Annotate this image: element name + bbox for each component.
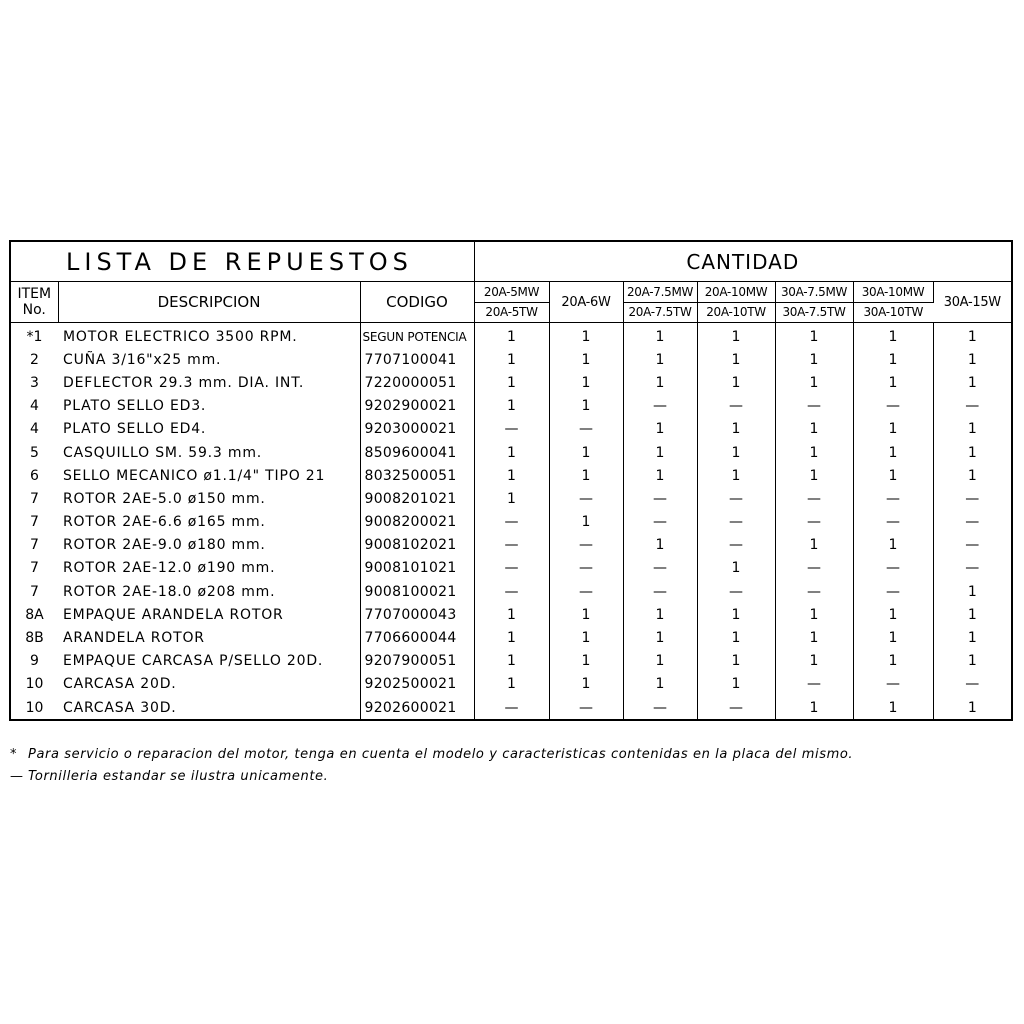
quantity-cell: 1 [697, 603, 775, 626]
quantity-cell: 1 [853, 441, 933, 464]
description-cell: EMPAQUE CARCASA P/SELLO 20D. [58, 650, 360, 673]
quantity-cell: 1 [474, 395, 549, 418]
item-header-line1: ITEM [17, 286, 52, 302]
quantity-cell: 1 [474, 626, 549, 649]
quantity-cell: — [853, 673, 933, 696]
code-header: CODIGO [360, 282, 474, 323]
model-header: 20A-6W [549, 282, 623, 323]
item-number-cell: *1 [26, 328, 43, 345]
quantity-cell: 1 [967, 374, 977, 391]
quantity-cell: 1 [623, 464, 697, 487]
quantity-cell: 1 [623, 418, 697, 441]
quantity-cell: 1 [853, 371, 933, 394]
quantity-cell: — [474, 557, 549, 580]
quantity-cell: 1 [775, 696, 853, 720]
item-number-cell: 7 [30, 537, 39, 554]
quantity-cell: — [775, 487, 853, 510]
quantity-cell: 1 [853, 626, 933, 649]
quantity-cell: 1 [853, 534, 933, 557]
quantity-cell: 1 [775, 534, 853, 557]
code-cell: 7220000051 [360, 371, 474, 394]
quantity-cell: — [853, 580, 933, 603]
table-row [10, 418, 1012, 441]
table-row [10, 673, 1012, 696]
quantity-cell: 1 [623, 371, 697, 394]
quantity-cell: 1 [853, 323, 933, 349]
quantity-cell: 1 [474, 464, 549, 487]
item-number-cell: 4 [30, 398, 39, 415]
quantity-cell: 1 [474, 650, 549, 673]
code-cell: 9008200021 [360, 511, 474, 534]
description-cell: CUÑA 3/16"x25 mm. [58, 348, 360, 371]
quantity-cell: 1 [967, 467, 977, 484]
model-header: 20A-10MW [697, 282, 775, 303]
quantity-cell: 1 [967, 653, 977, 670]
quantity-cell: 1 [967, 630, 977, 647]
description-cell: EMPAQUE ARANDELA ROTOR [58, 603, 360, 626]
footnote-text: Para servicio o reparacion del motor, tenga en cuenta el modelo y caracteristicas contenidas en la placa del mismo. [28, 747, 854, 762]
quantity-cell: — [965, 537, 980, 554]
quantity-cell: — [697, 696, 775, 720]
code-cell: 7706600044 [360, 626, 474, 649]
quantity-cell: — [549, 557, 623, 580]
quantity-cell: — [474, 534, 549, 557]
item-number-cell: 10 [25, 699, 44, 716]
footnote-screws [10, 766, 1020, 788]
quantity-cell: — [697, 580, 775, 603]
model-subheader: 30A-7.5TW [775, 302, 853, 323]
quantity-cell: 1 [775, 626, 853, 649]
table-row [10, 371, 1012, 394]
quantity-cell: 1 [623, 673, 697, 696]
description-cell: CASQUILLO SM. 59.3 mm. [58, 441, 360, 464]
code-cell: 9202500021 [360, 673, 474, 696]
quantity-cell: — [775, 580, 853, 603]
quantity-cell: 1 [697, 371, 775, 394]
quantity-cell: 1 [775, 371, 853, 394]
code-cell: 9008100021 [360, 580, 474, 603]
table-row [10, 580, 1012, 603]
item-number-cell: 10 [25, 676, 44, 693]
code-cell: 7707000043 [360, 603, 474, 626]
quantity-cell: — [549, 487, 623, 510]
quantity-cell: — [853, 487, 933, 510]
quantity-cell: — [623, 395, 697, 418]
quantity-cell: 1 [697, 441, 775, 464]
description-cell: SELLO MECANICO ø1.1/4" TIPO 21 [58, 464, 360, 487]
quantity-cell: — [549, 534, 623, 557]
item-number-cell: 3 [30, 374, 39, 391]
quantity-cell: 1 [474, 603, 549, 626]
parts-list-table [9, 240, 1013, 721]
code-cell: 7707100041 [360, 348, 474, 371]
quantity-cell: 1 [623, 603, 697, 626]
quantity-cell: 1 [775, 603, 853, 626]
quantity-cell: 1 [775, 464, 853, 487]
quantity-cell: 1 [623, 534, 697, 557]
code-cell: 9008101021 [360, 557, 474, 580]
quantity-cell: 1 [623, 323, 697, 349]
quantity-cell: 1 [775, 348, 853, 371]
quantity-cell: 1 [474, 441, 549, 464]
table-row [10, 441, 1012, 464]
table-row [10, 557, 1012, 580]
description-cell: MOTOR ELECTRICO 3500 RPM. [58, 323, 360, 349]
table-title: LISTA DE REPUESTOS [10, 241, 474, 282]
quantity-cell: — [549, 696, 623, 720]
quantity-cell: — [965, 514, 980, 531]
description-cell: ROTOR 2AE-5.0 ø150 mm. [58, 487, 360, 510]
quantity-cell: — [775, 395, 853, 418]
code-cell: 8509600041 [360, 441, 474, 464]
item-number-cell: 7 [30, 560, 39, 577]
asterisk-mark: * [10, 747, 18, 762]
model-subheader: 20A-7.5TW [623, 302, 697, 323]
quantity-cell: 1 [623, 348, 697, 371]
item-number-cell: 2 [30, 351, 39, 368]
quantity-cell: — [853, 511, 933, 534]
table-row [10, 696, 1012, 720]
quantity-cell: 1 [623, 650, 697, 673]
item-number-cell: 9 [30, 653, 39, 670]
quantity-cell: 1 [549, 511, 623, 534]
code-cell: SEGUN POTENCIA [360, 323, 474, 349]
quantity-cell: 1 [697, 348, 775, 371]
quantity-cell: 1 [549, 371, 623, 394]
quantity-cell: 1 [697, 673, 775, 696]
model-subheader: 30A-10TW [853, 302, 933, 323]
quantity-cell: — [549, 580, 623, 603]
description-cell: ROTOR 2AE-9.0 ø180 mm. [58, 534, 360, 557]
quantity-cell: 1 [775, 441, 853, 464]
quantity-cell: — [623, 557, 697, 580]
quantity-cell: 1 [697, 626, 775, 649]
quantity-header: CANTIDAD [474, 241, 1012, 282]
quantity-cell: 1 [853, 348, 933, 371]
quantity-cell: 1 [967, 421, 977, 438]
description-cell: ARANDELA ROTOR [58, 626, 360, 649]
quantity-cell: — [697, 511, 775, 534]
description-cell: PLATO SELLO ED4. [58, 418, 360, 441]
quantity-cell: 1 [697, 418, 775, 441]
table-row [10, 626, 1012, 649]
footnote-text: Tornilleria estandar se ilustra unicamente. [28, 769, 329, 784]
description-cell: CARCASA 30D. [58, 696, 360, 720]
quantity-cell: — [965, 398, 980, 415]
quantity-cell: — [853, 557, 933, 580]
model-header: 30A-15W [933, 282, 1012, 323]
quantity-cell: — [965, 560, 980, 577]
model-header: 20A-7.5MW [623, 282, 697, 303]
quantity-cell: 1 [549, 348, 623, 371]
model-subheader: 20A-10TW [697, 302, 775, 323]
dash-mark: — [10, 769, 24, 784]
model-header: 30A-7.5MW [775, 282, 853, 303]
code-cell: 9008102021 [360, 534, 474, 557]
quantity-cell: 1 [967, 606, 977, 623]
quantity-cell: 1 [967, 699, 977, 716]
code-cell: 9202600021 [360, 696, 474, 720]
quantity-cell: 1 [549, 673, 623, 696]
quantity-cell: — [853, 395, 933, 418]
quantity-cell: — [697, 487, 775, 510]
table-row [10, 603, 1012, 626]
item-header-line2: No. [22, 302, 46, 318]
quantity-cell: 1 [853, 418, 933, 441]
quantity-cell: — [623, 696, 697, 720]
item-number-cell: 7 [30, 514, 39, 531]
quantity-cell: 1 [697, 323, 775, 349]
quantity-cell: — [965, 676, 980, 693]
item-number-cell: 6 [30, 467, 39, 484]
quantity-cell: — [474, 418, 549, 441]
description-cell: PLATO SELLO ED3. [58, 395, 360, 418]
quantity-cell: 1 [474, 323, 549, 349]
quantity-cell: 1 [697, 464, 775, 487]
quantity-cell: — [775, 511, 853, 534]
table-row [10, 534, 1012, 557]
item-number-cell: 8B [25, 630, 44, 647]
quantity-cell: 1 [775, 650, 853, 673]
description-cell: DEFLECTOR 29.3 mm. DIA. INT. [58, 371, 360, 394]
item-number-cell: 7 [30, 490, 39, 507]
quantity-cell: — [474, 580, 549, 603]
quantity-cell: 1 [549, 441, 623, 464]
quantity-cell: — [623, 511, 697, 534]
table-row [10, 511, 1012, 534]
table-row [10, 395, 1012, 418]
quantity-cell: 1 [549, 323, 623, 349]
quantity-cell: — [775, 557, 853, 580]
quantity-cell: 1 [549, 603, 623, 626]
description-cell: ROTOR 2AE-6.6 ø165 mm. [58, 511, 360, 534]
quantity-cell: 1 [549, 395, 623, 418]
item-number-cell: 7 [30, 583, 39, 600]
code-cell: 9207900051 [360, 650, 474, 673]
code-cell: 9008201021 [360, 487, 474, 510]
quantity-cell: 1 [697, 650, 775, 673]
quantity-cell: 1 [474, 348, 549, 371]
quantity-cell: 1 [967, 583, 977, 600]
table-row [10, 487, 1012, 510]
quantity-cell: 1 [623, 441, 697, 464]
quantity-cell: 1 [775, 418, 853, 441]
quantity-cell: — [775, 673, 853, 696]
quantity-cell: 1 [549, 650, 623, 673]
quantity-cell: 1 [967, 444, 977, 461]
quantity-cell: — [623, 487, 697, 510]
item-number-cell: 4 [30, 421, 39, 438]
quantity-cell: 1 [853, 603, 933, 626]
quantity-cell: 1 [623, 626, 697, 649]
model-header: 30A-10MW [853, 282, 933, 303]
code-cell: 9202900021 [360, 395, 474, 418]
quantity-cell: — [965, 490, 980, 507]
quantity-cell: 1 [697, 557, 775, 580]
item-number-cell: 8A [25, 606, 44, 623]
quantity-cell: 1 [967, 351, 977, 368]
quantity-cell: — [549, 418, 623, 441]
description-cell: ROTOR 2AE-12.0 ø190 mm. [58, 557, 360, 580]
quantity-cell: 1 [853, 696, 933, 720]
model-subheader: 20A-5TW [474, 302, 549, 323]
quantity-cell: 1 [474, 673, 549, 696]
quantity-cell: 1 [549, 626, 623, 649]
quantity-cell: 1 [474, 487, 549, 510]
table-row [10, 464, 1012, 487]
quantity-cell: — [623, 580, 697, 603]
quantity-cell: 1 [853, 650, 933, 673]
code-cell: 8032500051 [360, 464, 474, 487]
description-header: DESCRIPCION [58, 282, 360, 323]
footnote-motor [10, 744, 1020, 766]
quantity-cell: — [474, 511, 549, 534]
table-row [10, 348, 1012, 371]
table-row [10, 650, 1012, 673]
item-number-cell: 5 [30, 444, 39, 461]
quantity-cell: 1 [549, 464, 623, 487]
quantity-cell: — [474, 696, 549, 720]
item-number-header [10, 282, 58, 323]
quantity-cell: — [697, 395, 775, 418]
quantity-cell: 1 [967, 328, 977, 345]
model-header: 20A-5MW [474, 282, 549, 303]
footnotes [10, 744, 1020, 788]
quantity-cell: 1 [775, 323, 853, 349]
code-cell: 9203000021 [360, 418, 474, 441]
description-cell: CARCASA 20D. [58, 673, 360, 696]
description-cell: ROTOR 2AE-18.0 ø208 mm. [58, 580, 360, 603]
quantity-cell: 1 [853, 464, 933, 487]
quantity-cell: 1 [474, 371, 549, 394]
table-row [10, 323, 1012, 349]
quantity-cell: — [697, 534, 775, 557]
